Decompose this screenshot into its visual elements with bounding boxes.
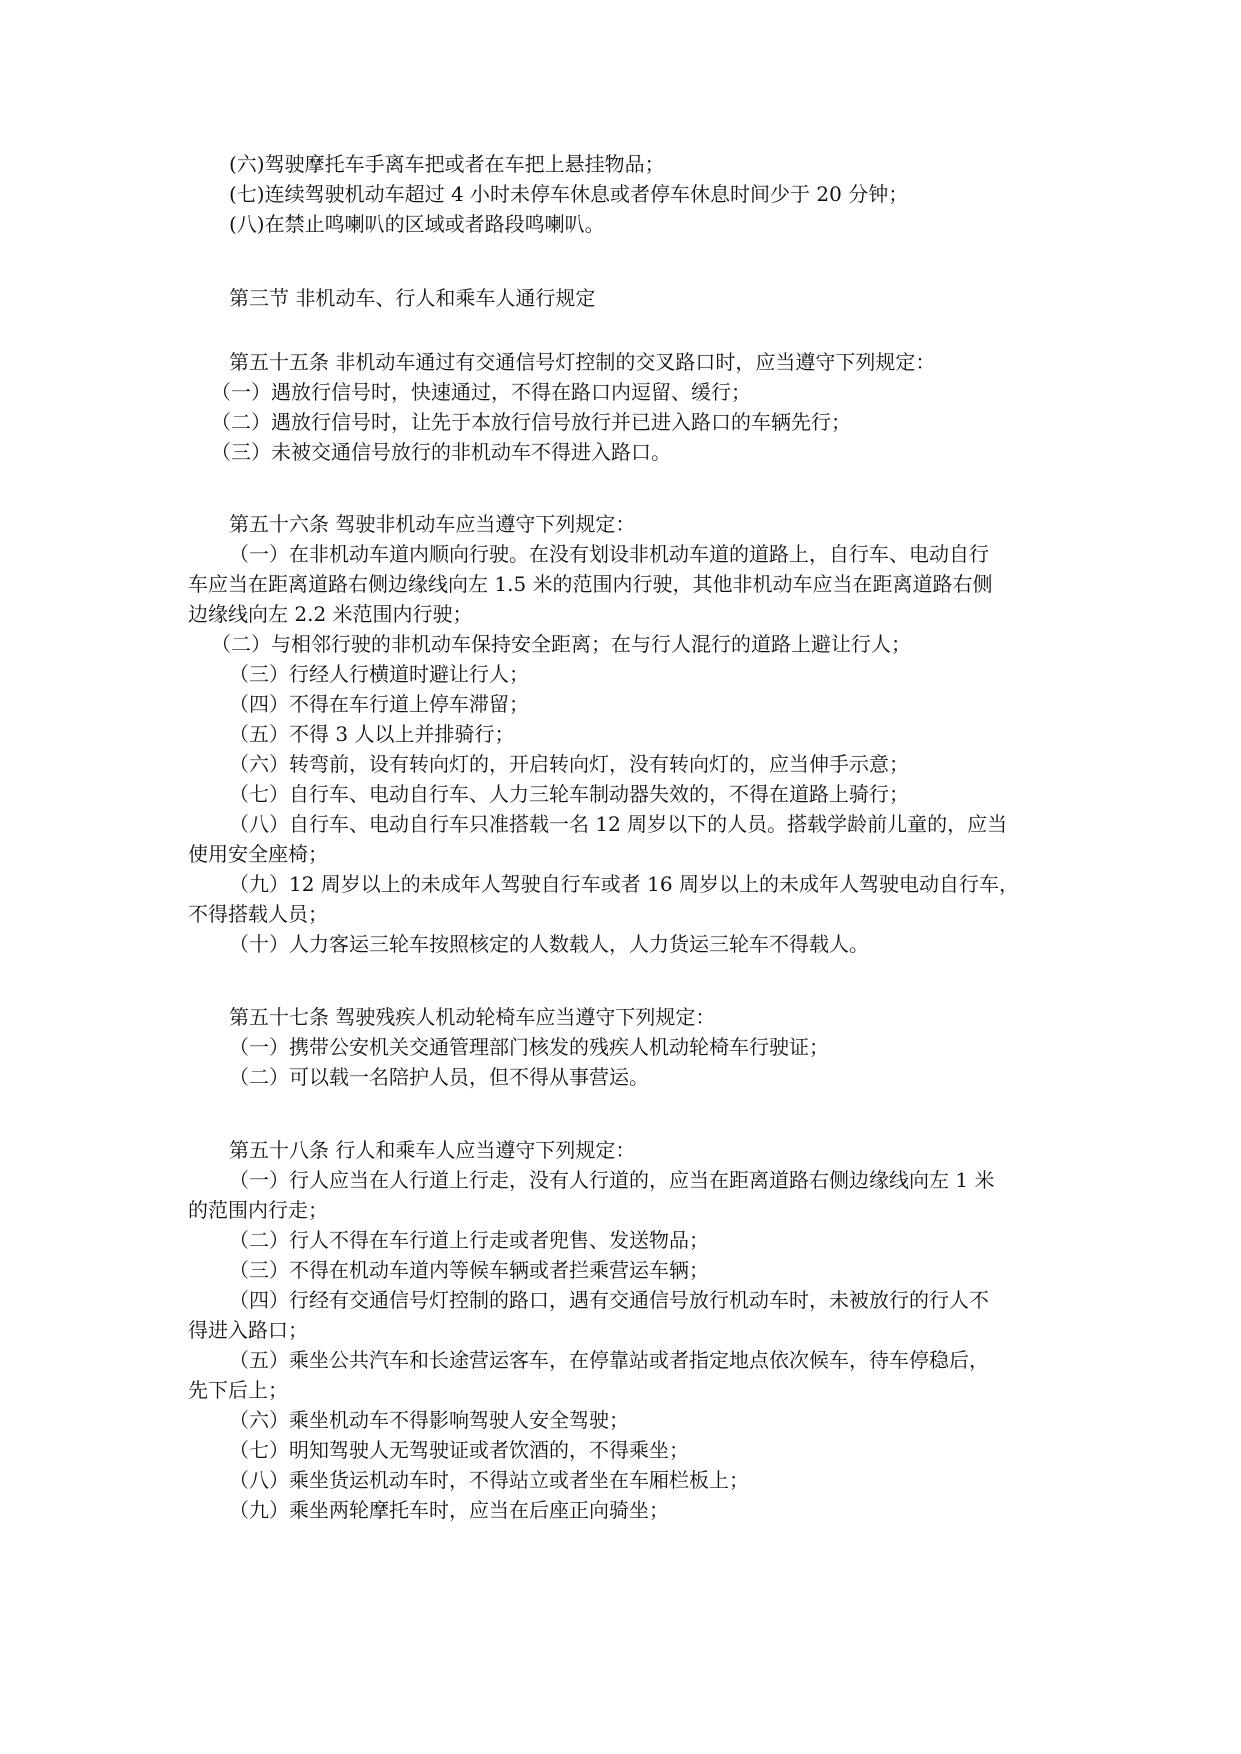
article-56-item-6: （六）转弯前，设有转向灯的，开启转向灯，没有转向灯的，应当伸手示意； xyxy=(229,752,909,776)
article-58-heading: 第五十八条 行人和乘车人应当遵守下列规定： xyxy=(229,1138,636,1162)
article-56-item-8-line-2: 使用安全座椅； xyxy=(188,842,328,866)
article-57-item-1: （一）携带公安机关交通管理部门核发的残疾人机动轮椅车行驶证； xyxy=(229,1035,829,1059)
article-56-item-10: （十）人力客运三轮车按照核定的人数载人，人力货运三轮车不得载人。 xyxy=(229,932,869,956)
article-58-item-8: （八）乘坐货运机动车时，不得站立或者坐在车厢栏板上； xyxy=(229,1468,749,1492)
article-56-heading: 第五十六条 驾驶非机动车应当遵守下列规定： xyxy=(229,512,636,536)
article-56-item-5: （五）不得 3 人以上并排骑行； xyxy=(229,722,515,746)
article-56-item-9-line-1: （九）12 周岁以上的未成年人驾驶自行车或者 16 周岁以上的未成年人驾驶电动自行车， xyxy=(229,872,1019,896)
article-58-item-1-line-1: （一）行人应当在人行道上行走，没有人行道的，应当在距离道路右侧边缘线向左 1 米 xyxy=(229,1168,995,1192)
article-56-item-4: （四）不得在车行道上停车滞留； xyxy=(229,692,529,716)
section-title: 第三节 非机动车、行人和乘车人通行规定 xyxy=(229,286,596,310)
article-57-heading: 第五十七条 驾驶残疾人机动轮椅车应当遵守下列规定： xyxy=(229,1005,716,1029)
article-58-item-2: （二）行人不得在车行道上行走或者兜售、发送物品； xyxy=(229,1228,709,1252)
article-55-heading: 第五十五条 非机动车通过有交通信号灯控制的交叉路口时，应当遵守下列规定： xyxy=(229,350,936,374)
prev-item-6: (六)驾驶摩托车手离车把或者在车把上悬挂物品； xyxy=(229,152,665,176)
article-55-item-1: （一）遇放行信号时，快速通过，不得在路口内逗留、缓行； xyxy=(211,380,751,404)
article-56-item-1-line-1: （一）在非机动车道内顺向行驶。在没有划设非机动车道的道路上，自行车、电动自行 xyxy=(229,542,989,566)
article-56-item-1-line-2: 车应当在距离道路右侧边缘线向左 1.5 米的范围内行驶，其他非机动车应当在距离道路右侧 xyxy=(188,572,993,596)
article-58-item-4-line-1: （四）行经有交通信号灯控制的路口，遇有交通信号放行机动车时，未被放行的行人不 xyxy=(229,1288,989,1312)
article-55-item-2: （二）遇放行信号时，让先于本放行信号放行并已进入路口的车辆先行； xyxy=(211,410,851,434)
article-58-item-1-line-2: 的范围内行走； xyxy=(188,1198,328,1222)
article-56-item-1-line-3: 边缘线向左 2.2 米范围内行驶； xyxy=(188,602,473,626)
article-58-item-5-line-2: 先下后上； xyxy=(188,1378,288,1402)
article-57-item-2: （二）可以载一名陪护人员，但不得从事营运。 xyxy=(229,1065,649,1089)
article-58-item-4-line-2: 得进入路口； xyxy=(188,1318,308,1342)
article-56-item-2: （二）与相邻行驶的非机动车保持安全距离；在与行人混行的道路上避让行人； xyxy=(211,632,911,656)
article-58-item-9: （九）乘坐两轮摩托车时，应当在后座正向骑坐； xyxy=(229,1498,669,1522)
article-58-item-7: （七）明知驾驶人无驾驶证或者饮酒的，不得乘坐； xyxy=(229,1438,689,1462)
article-56-item-8-line-1: （八）自行车、电动自行车只准搭载一名 12 周岁以下的人员。搭载学龄前儿童的，应当 xyxy=(229,812,1008,836)
prev-item-7: (七)连续驾驶机动车超过 4 小时未停车休息或者停车休息时间少于 20 分钟； xyxy=(229,182,909,206)
article-58-item-3: （三）不得在机动车道内等候车辆或者拦乘营运车辆； xyxy=(229,1258,709,1282)
article-56-item-7: （七）自行车、电动自行车、人力三轮车制动器失效的，不得在道路上骑行； xyxy=(229,782,909,806)
article-56-item-9-line-2: 不得搭载人员； xyxy=(188,902,328,926)
article-56-item-3: （三）行经人行横道时避让行人； xyxy=(229,662,529,686)
prev-item-8: (八)在禁止鸣喇叭的区域或者路段鸣喇叭。 xyxy=(229,212,605,236)
article-55-item-3: （三）未被交通信号放行的非机动车不得进入路口。 xyxy=(211,440,671,464)
article-58-item-6: （六）乘坐机动车不得影响驾驶人安全驾驶； xyxy=(229,1408,629,1432)
article-58-item-5-line-1: （五）乘坐公共汽车和长途营运客车，在停靠站或者指定地点依次候车，待车停稳后， xyxy=(229,1348,989,1372)
